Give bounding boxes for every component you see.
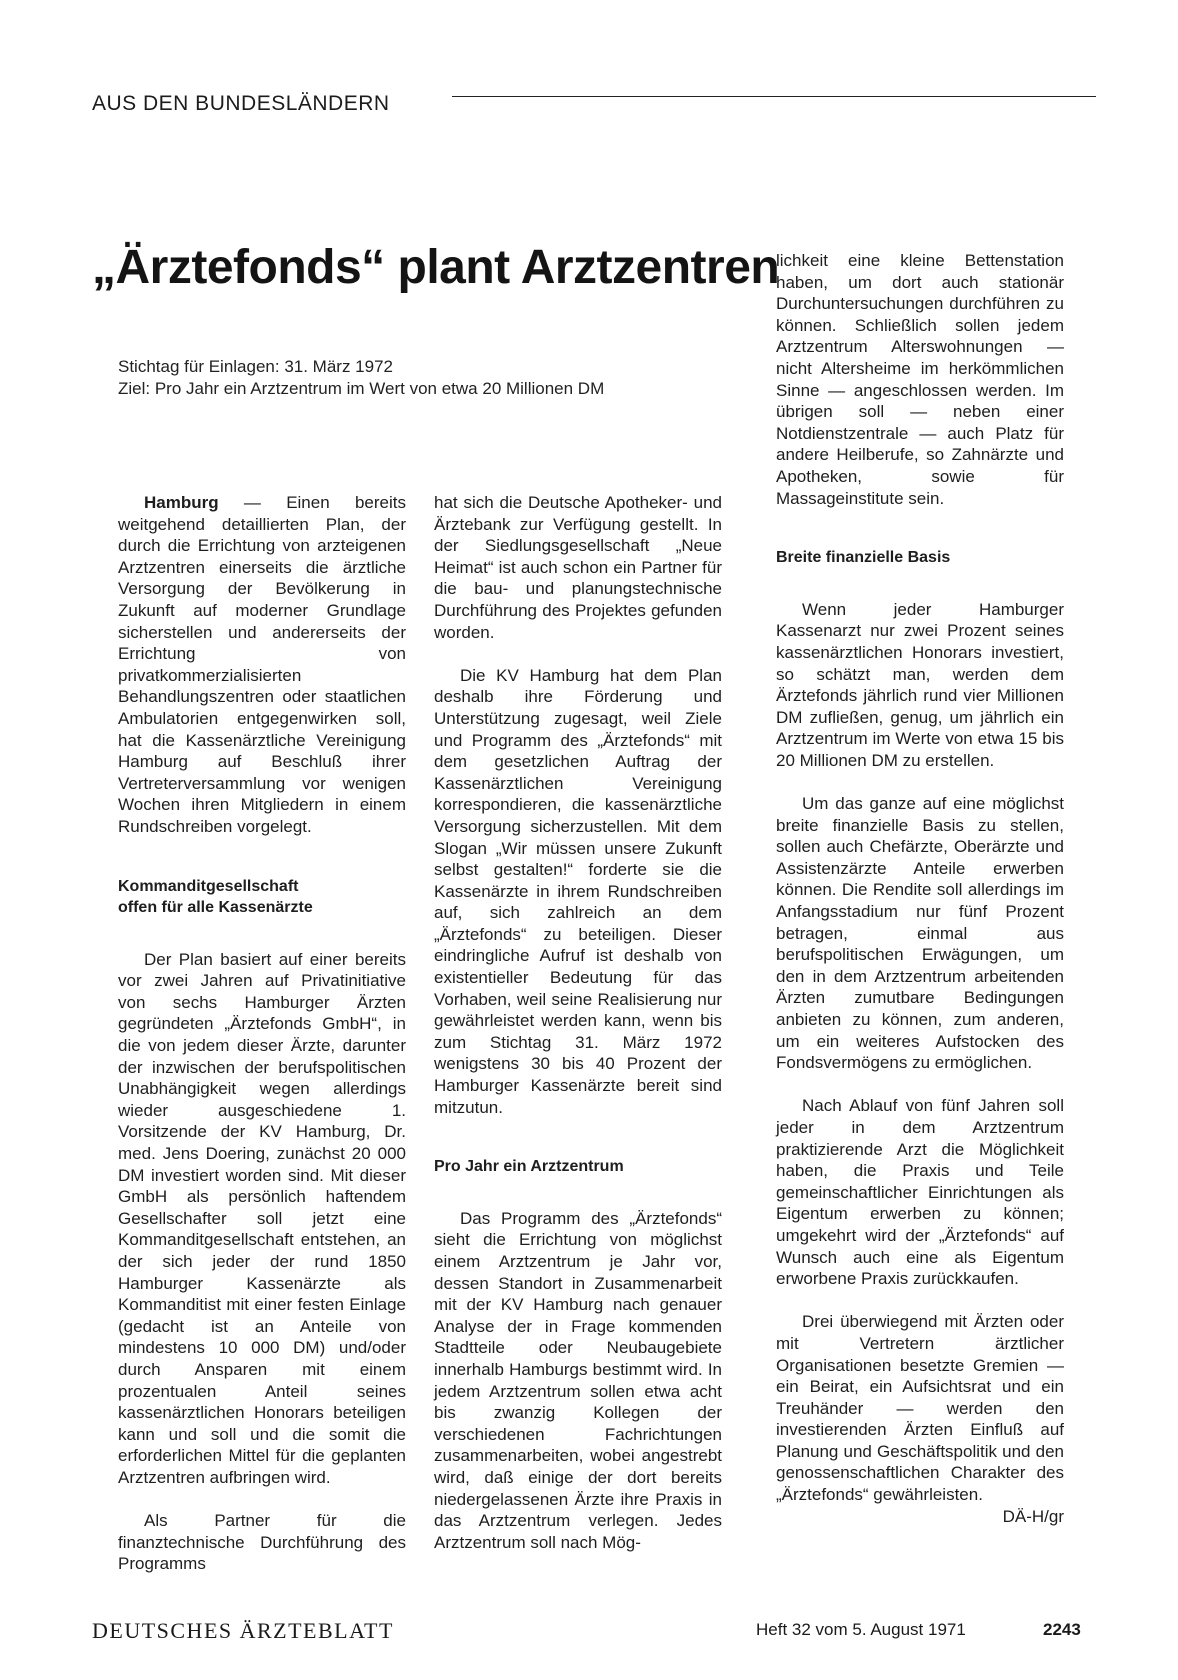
paragraph [776, 1311, 1064, 1526]
subheading: Breite finanzielle Basis [776, 549, 951, 567]
paragraph [118, 492, 406, 838]
footer-issue: Heft 32 vom 5. August 1971 [756, 1620, 966, 1639]
footer-page-number: 2243 [1043, 1620, 1081, 1639]
subheading: Pro Jahr ein Arztzentrum [434, 1158, 624, 1176]
paragraph: Als Partner für die finanztechnische Durchführung des Programms [118, 1511, 406, 1574]
paragraph: Der Plan basiert auf einer bereits vor zwei Jahren auf Privatinitiative von sechs Hamburger Ärzten gegründeten „Ärztefonds GmbH“, in die von jedem dieser Ärzte, darunter der inzwischen der berufspolitischen Unabhängigkeit wegen allerdings wieder ausgeschiedene 1. Vorsitzende der KV Hamburg, Dr. med. Jens Doering, zunächst 20 000 DM investiert worden sind. Mit dieser GmbH als persönlich haftendem Gesellschafter soll jetzt eine Kommanditgesellschaft entstehen, an der sich jeder der rund 1850 Hamburger Kassenärzte als Kommanditist mit einer festen Einlage (gedacht ist an Anteile von mindestens 10 000 DM) und/oder durch Ansparen mit einem prozentualen Anteil seines kassenärztlichen Honorars beteiligen kann und soll und die somit die erforderlichen Mittel für die geplanten Arztzentren aufbringen wird. [118, 949, 406, 1487]
paragraph: Nach Ablauf von fünf Jahren soll jeder in dem Arztzentrum praktizierende Arzt die Möglichkeit haben, die Praxis und Teile gemeinschaftlicher Einrichtungen als Eigentum erwerben zu können; umgekehrt wird der „Ärztefonds“ auf Wunsch auch eine als Eigentum erworbene Praxis zurückkaufen. [776, 1096, 1064, 1289]
paragraph: Wenn jeder Hamburger Kassenarzt nur zwei Prozent seines kassenärztlichen Honorars investiert, so schätzt man, werden dem Ärztefonds jährlich rund vier Millionen DM zufließen, genug, um jährlich ein Arztzentrum im Werte von etwa 15 bis 20 Millionen DM zu erstellen. [776, 599, 1064, 770]
dateline: Hamburg [144, 493, 219, 512]
subtitle-line-2: Ziel: Pro Jahr ein Arztzentrum im Wert von etwa 20 Millionen DM [118, 379, 605, 398]
column-3 [776, 250, 1064, 1527]
article-title: „Ärztefonds“ plant Arztzentren [92, 241, 780, 294]
subheading-line: Kommanditgesellschaft [118, 877, 299, 895]
paragraph: Um das ganze auf eine möglichst breite finanzielle Basis zu stellen, sollen auch Chefärzte, Oberärzte und Assistenzärzte Anteile erwerben können. Die Rendite soll allerdings im Anfangsstadium nur fünf Prozent betragen, einmal aus berufspolitischen Erwägungen, um den in dem Arztzentrum arbeitenden Ärzten zumutbare Bedingungen anbieten zu können, zum anderen, um ein weiteres Aufstocken des Fondsvermögens zu ermöglichen. [776, 794, 1064, 1073]
paragraph: hat sich die Deutsche Apotheker- und Ärztebank zur Verfügung gestellt. In der Siedlungsgesellschaft „Neue Heimat“ ist auch schon ein Partner für die bau- und planungstechnische Durchführung des Projektes gefunden worden. [434, 493, 722, 642]
column-2 [434, 492, 722, 1553]
subheading [118, 876, 406, 919]
column-1 [118, 492, 406, 1575]
paragraph: lichkeit eine kleine Bettenstation haben, um dort auch stationär Durchuntersuchungen durchführen zu können. Schließlich sollen jedem Arztzentrum Alterswohnungen — nicht Altersheime im herkömmlichen Sinne — angeschlossen werden. Im übrigen soll — neben einer Notdienstzentrale — auch Platz für andere Heilberufe, so Zahnärzte und Apotheken, sowie für Massageinstitute sein. [776, 251, 1064, 508]
article-subtitle [118, 356, 604, 400]
paragraph-text: Drei überwiegend mit Ärzten oder mit Vertretern ärztlicher Organisationen besetzte Gremien — ein Beirat, ein Aufsichtsrat und ein Treuhänder — werden den investierenden Ärzten Einfluß auf Planung und Geschäftspolitik und den genossenschaftlichen Charakter des „Ärztefonds“ gewährleisten. [776, 1312, 1064, 1505]
subheading-line: offen für alle Kassenärzte [118, 899, 313, 917]
header-rule [452, 96, 1096, 97]
subtitle-line-1: Stichtag für Einlagen: 31. März 1972 [118, 357, 393, 376]
footer-journal: DEUTSCHES ÄRZTEBLATT [92, 1618, 394, 1643]
paragraph: Die KV Hamburg hat dem Plan deshalb ihre Förderung und Unterstützung zugesagt, weil Ziele und Programm des „Ärztefonds“ mit dem gesetzlichen Auftrag der Kassenärztlichen Vereinigung korrespondieren, die kassenärztliche Versorgung sicherzustellen. Mit dem Slogan „Wir müssen unsere Zukunft selbst gestalten!“ forderte sie die Kassenärzte in ihrem Rundschreiben auf, sich zahlreich an dem „Ärztefonds“ zu beteiligen. Dieser eindringliche Aufruf ist deshalb von existentieller Bedeutung für das Vorhaben, weil seine Realisierung nur gewährleistet werden kann, wenn bis zum Stichtag 31. März 1972 wenigstens 30 bis 40 Prozent der Hamburger Kassenärzte bereit sind mitzutun. [434, 665, 722, 1117]
paragraph-text: — Einen bereits weitgehend detaillierten Plan, der durch die Errichtung von arzteigenen Arztzentren einerseits die ärztliche Versorgung der Bevölkerung in Zukunft auf moderner Grundlage sicherstellen und andererseits der Errichtung von privatkommerzialisierten Behandlungszentren oder staatlichen Ambulatorien entgegenwirken soll, hat die Kassenärztliche Vereinigung Hamburg auf Beschluß ihrer Vertreterversammlung vor wenigen Wochen ihren Mitgliedern in einem Rundschreiben vorgelegt. [118, 493, 406, 836]
author-signature: DÄ-H/gr [1002, 1506, 1064, 1526]
section-header: AUS DEN BUNDESLÄNDERN [92, 92, 390, 115]
paragraph: Das Programm des „Ärztefonds“ sieht die Errichtung von möglichst einem Arztzentrum je Jahr vor, dessen Standort in Zusammenarbeit mit der KV Hamburg nach genauer Analyse der in Frage kommenden Stadtteile oder Neubaugebiete innerhalb Hamburgs bestimmt wird. In jedem Arztzentrum sollen etwa acht bis zwanzig Kollegen der verschiedenen Fachrichtungen zusammenarbeiten, wobei angestrebt wird, daß einige der dort bereits niedergelassenen Ärzte ihre Praxis in das Arztzentrum verlegen. Jedes Arztzentrum soll nach Mög- [434, 1208, 722, 1552]
